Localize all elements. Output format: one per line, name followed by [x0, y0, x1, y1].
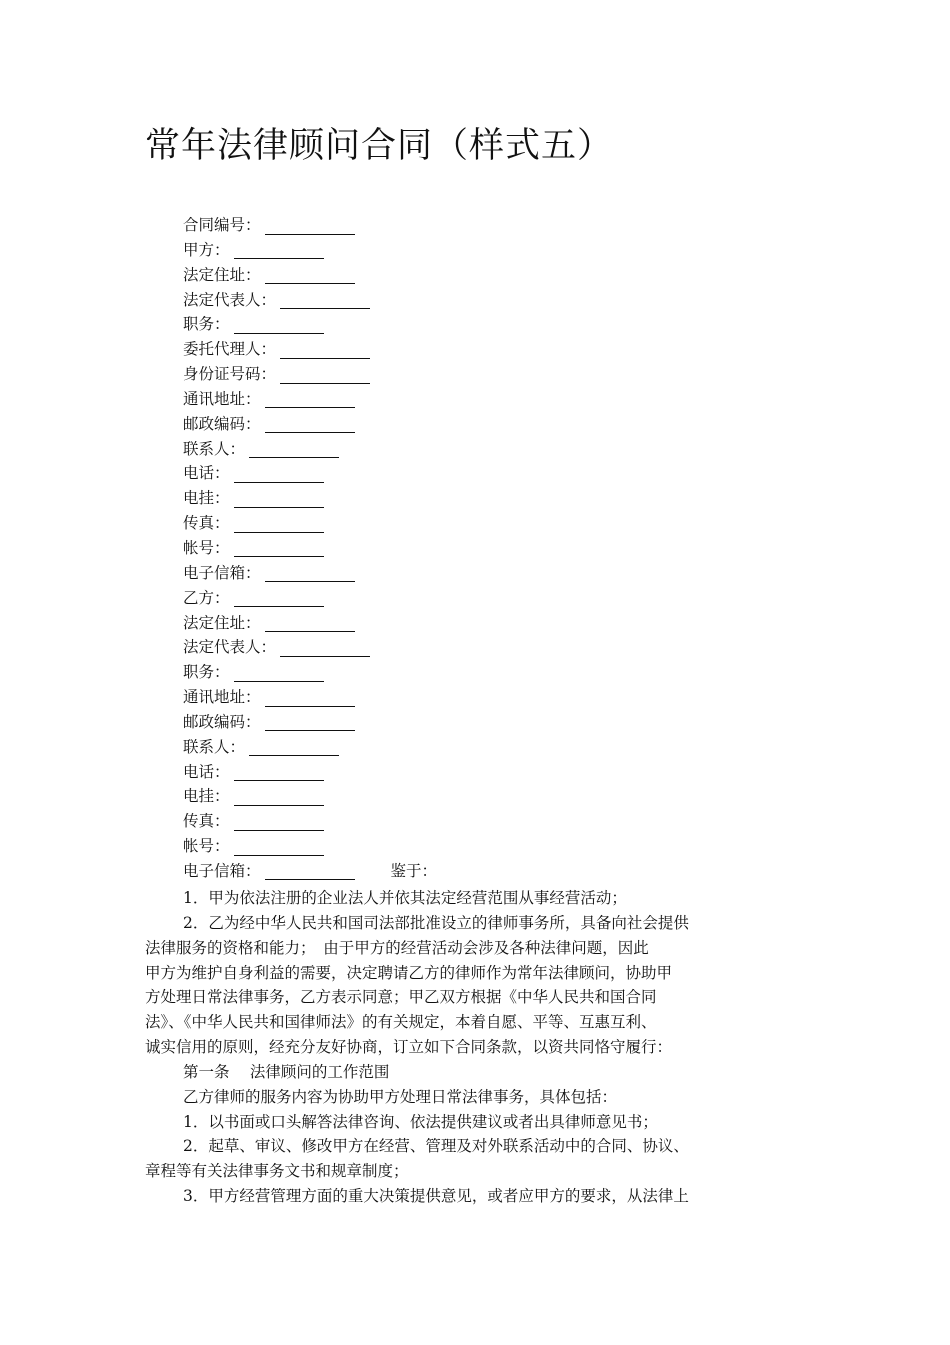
field-label: 通讯地址： — [183, 389, 261, 408]
field-label: 身份证号码： — [183, 365, 277, 384]
body-line: 甲方为维护自身利益的需要，决定聘请乙方的律师作为常年法律顾问，协助甲 — [145, 963, 673, 982]
field-row — [183, 387, 437, 412]
fill-in-blank — [234, 764, 324, 781]
field-row — [183, 685, 437, 710]
field-label: 电挂： — [183, 489, 230, 508]
body-line: 3．甲方经营管理方面的重大决策提供意见，或者应甲方的要求，从法律上 — [183, 1187, 689, 1206]
fill-in-blank — [234, 491, 324, 508]
field-label: 帐号： — [183, 837, 230, 856]
field-label: 电话： — [183, 762, 230, 781]
field-row — [183, 312, 437, 337]
fill-in-blank — [234, 839, 324, 856]
fill-in-blank — [234, 789, 324, 806]
fill-in-blank — [280, 342, 370, 359]
field-row — [183, 784, 437, 809]
fill-in-blank — [265, 615, 355, 632]
document-title: 常年法律顾问合同（样式五） — [145, 126, 614, 166]
field-row — [183, 238, 437, 263]
fill-in-blank — [234, 317, 324, 334]
fill-in-blank — [265, 416, 355, 433]
field-label: 法定代表人： — [183, 638, 277, 657]
field-label: 职务： — [183, 663, 230, 682]
fill-in-blank — [265, 863, 355, 880]
field-label: 联系人： — [183, 439, 246, 458]
whereas-label: 鉴于： — [390, 861, 438, 880]
field-row — [183, 809, 437, 834]
body-line: 2．乙为经中华人民共和国司法部批准设立的律师事务所，具备向社会提供 — [183, 913, 689, 932]
fill-in-blank — [234, 814, 324, 831]
field-row — [183, 213, 437, 238]
field-row — [183, 710, 437, 735]
body-line: 法》、《中华人民共和国律师法》的有关规定，本着自愿、平等、互惠互利、 — [145, 1013, 657, 1032]
field-row — [183, 288, 437, 313]
body-line: 2．起草、审议、修改甲方在经营、管理及对外联系活动中的合同、协议、 — [183, 1137, 689, 1156]
fill-in-blank — [234, 590, 324, 607]
body-line: 法律服务的资格和能力； 由于甲方的经营活动会涉及各种法律问题，因此 — [145, 938, 649, 957]
body-line: 1．甲为依法注册的企业法人并依其法定经营范围从事经营活动； — [183, 889, 627, 907]
fill-in-blank — [265, 714, 355, 731]
field-label: 电话： — [183, 464, 230, 483]
field-label: 法定住址： — [183, 613, 261, 632]
field-label: 电子信箱： — [183, 861, 261, 880]
fill-in-blank — [280, 292, 370, 309]
field-row — [183, 635, 437, 660]
field-row — [183, 859, 437, 884]
field-row — [183, 362, 437, 387]
field-label: 法定住址： — [183, 265, 261, 284]
contract-body — [145, 886, 775, 1209]
fill-in-blank — [249, 739, 339, 756]
fill-in-blank — [265, 690, 355, 707]
field-label: 甲方： — [183, 240, 230, 259]
body-line: 1．以书面或口头解答法律咨询、依法提供建议或者出具律师意见书； — [183, 1112, 658, 1131]
field-row — [183, 586, 437, 611]
field-row — [183, 486, 437, 511]
fill-in-blank — [234, 540, 324, 557]
field-label: 邮政编码： — [183, 414, 261, 433]
field-label: 法定代表人： — [183, 290, 277, 309]
field-row — [183, 660, 437, 685]
field-label: 传真： — [183, 812, 230, 831]
field-label: 职务： — [183, 315, 230, 334]
field-label: 联系人： — [183, 737, 246, 756]
fill-in-blank — [265, 391, 355, 408]
field-label: 传真： — [183, 514, 230, 533]
field-row — [183, 834, 437, 859]
field-label: 通讯地址： — [183, 688, 261, 707]
field-label: 电挂： — [183, 787, 230, 806]
fill-in-blank — [234, 242, 324, 259]
article-heading: 第一条 法律顾问的工作范围 — [183, 1062, 390, 1081]
fill-in-blank — [265, 565, 355, 582]
field-label: 电子信箱： — [183, 563, 261, 582]
field-row — [183, 412, 437, 437]
fill-in-blank — [280, 367, 370, 384]
party-info-fields — [183, 213, 437, 884]
field-row — [183, 511, 437, 536]
field-row — [183, 263, 437, 288]
field-label: 乙方： — [183, 588, 230, 607]
field-row — [183, 735, 437, 760]
body-line: 乙方律师的服务内容为协助甲方处理日常法律事务，具体包括： — [183, 1087, 618, 1106]
field-row — [183, 437, 437, 462]
field-label: 合同编号： — [183, 216, 261, 234]
body-line: 方处理日常法律事务，乙方表示同意；甲乙双方根据《中华人民共和国合同 — [145, 988, 657, 1007]
fill-in-blank — [280, 640, 370, 657]
fill-in-blank — [234, 466, 324, 483]
field-row — [183, 561, 437, 586]
fill-in-blank — [234, 516, 324, 533]
field-label: 邮政编码： — [183, 712, 261, 731]
fill-in-blank — [234, 665, 324, 682]
field-row — [183, 461, 437, 486]
fill-in-blank — [265, 218, 355, 235]
field-row — [183, 611, 437, 636]
body-line: 章程等有关法律事务文书和规章制度； — [145, 1162, 409, 1181]
fill-in-blank — [265, 267, 355, 284]
field-label: 帐号： — [183, 538, 230, 557]
field-row — [183, 536, 437, 561]
field-row — [183, 337, 437, 362]
fill-in-blank — [249, 441, 339, 458]
field-label: 委托代理人： — [183, 340, 277, 359]
field-row — [183, 760, 437, 785]
body-line: 诚实信用的原则，经充分友好协商，订立如下合同条款，以资共同恪守履行： — [145, 1038, 673, 1057]
